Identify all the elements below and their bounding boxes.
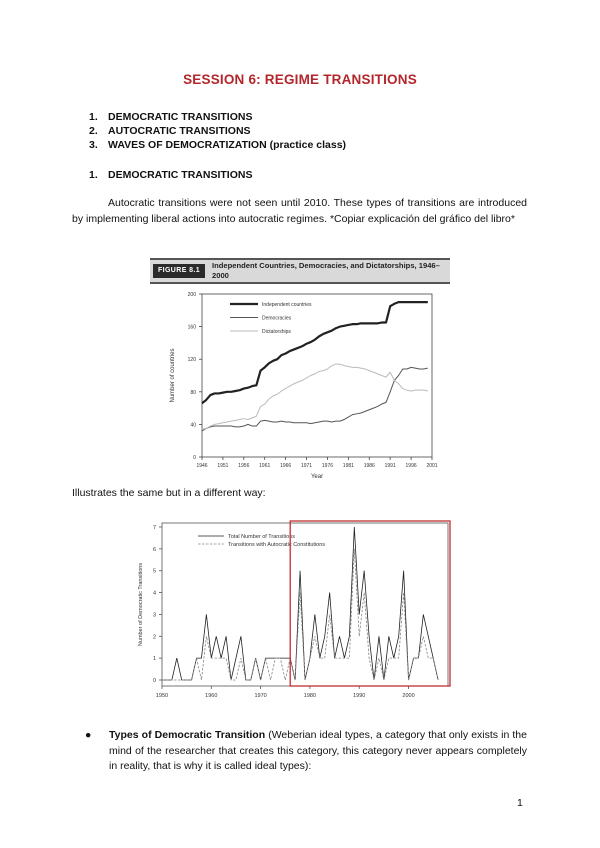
y-axis-label: Number of Democratic Transitions bbox=[138, 562, 144, 647]
y-tick-label: 3 bbox=[152, 612, 156, 619]
y-tick-label: 5 bbox=[152, 568, 156, 575]
y-tick-label: 0 bbox=[152, 678, 156, 684]
bullet-text bbox=[109, 728, 527, 775]
series-line bbox=[162, 527, 438, 680]
section-heading bbox=[89, 169, 252, 181]
toc-item-number: 2. bbox=[89, 125, 98, 137]
bullet-bold-term: Types of Democratic Transition bbox=[109, 729, 266, 741]
x-tick-label: 1976 bbox=[321, 463, 334, 469]
toc-item bbox=[89, 124, 346, 138]
y-tick-label: 160 bbox=[187, 324, 196, 331]
legend-label: Total Number of Transitions bbox=[228, 534, 295, 540]
x-tick-label: 1966 bbox=[280, 463, 292, 469]
legend-label: Transitions with Autocratic Constitutions bbox=[228, 542, 326, 548]
y-tick-label: 1 bbox=[152, 656, 156, 663]
series-line bbox=[202, 367, 428, 431]
countries-line-chart bbox=[150, 286, 450, 486]
x-tick-label: 1961 bbox=[259, 463, 271, 469]
toc-item bbox=[89, 110, 346, 124]
toc-item-label: WAVES OF DEMOCRATIZATION (practice class) bbox=[108, 139, 347, 151]
section-number: 1. bbox=[89, 169, 98, 181]
y-tick-label: 4 bbox=[152, 590, 156, 597]
page-title: SESSION 6: REGIME TRANSITIONS bbox=[183, 72, 417, 87]
legend-label: Democracies bbox=[262, 315, 292, 322]
section-title: DEMOCRATIC TRANSITIONS bbox=[108, 169, 253, 181]
bullet-dot: ● bbox=[85, 729, 92, 741]
y-tick-label: 200 bbox=[187, 292, 196, 298]
figure-header bbox=[150, 258, 450, 284]
illustrates-caption: Illustrates the same but in a different way: bbox=[72, 487, 266, 499]
toc-item-number: 3. bbox=[89, 139, 98, 151]
series-line bbox=[162, 549, 438, 680]
legend-label: Independent countries bbox=[262, 302, 312, 308]
toc-item-label: AUTOCRATIC TRANSITIONS bbox=[108, 125, 251, 137]
x-tick-label: 2000 bbox=[402, 693, 415, 699]
x-tick-label: 1981 bbox=[342, 463, 354, 469]
y-tick-label: 6 bbox=[152, 546, 156, 553]
y-tick-label: 120 bbox=[187, 357, 196, 364]
x-tick-label: 1951 bbox=[217, 463, 229, 469]
x-tick-label: 1956 bbox=[238, 463, 250, 469]
figure-label: FIGURE 8.1 bbox=[153, 264, 205, 278]
toc-item-number: 1. bbox=[89, 111, 98, 123]
transitions-line-chart bbox=[130, 515, 460, 711]
bullet-description: (Weberian ideal types, a category that only exists in the mind of the researcher that creates this category, this category never appears completely in reality, that is why it is called ideal types): bbox=[109, 729, 527, 772]
x-tick-label: 1970 bbox=[254, 693, 267, 699]
x-tick-label: 1980 bbox=[303, 693, 317, 699]
y-tick-label: 2 bbox=[152, 634, 156, 641]
plot-frame bbox=[202, 294, 432, 457]
x-tick-label: 1950 bbox=[155, 693, 169, 699]
x-tick-label: 2001 bbox=[426, 463, 438, 469]
y-tick-label: 0 bbox=[193, 455, 196, 461]
x-tick-label: 1996 bbox=[405, 463, 417, 469]
figure-8-1 bbox=[150, 258, 450, 488]
x-tick-label: 1971 bbox=[300, 463, 313, 469]
x-tick-label: 1946 bbox=[196, 463, 208, 469]
body-paragraph: Autocratic transitions were not seen until 2010. These types of transitions are introduced by implementing liberal actions into autocratic regimes. *Copiar explicación del gráfico del libro* bbox=[72, 197, 527, 225]
y-tick-label: 80 bbox=[190, 389, 196, 396]
toc-item-label: DEMOCRATIC TRANSITIONS bbox=[108, 111, 253, 123]
y-tick-label: 7 bbox=[152, 525, 156, 531]
toc-item bbox=[89, 138, 346, 152]
figure-title: Independent Countries, Democracies, and Dictatorships, 1946–2000 bbox=[212, 261, 440, 280]
series-line bbox=[202, 364, 428, 429]
x-tick-label: 1960 bbox=[205, 693, 218, 699]
x-tick-label: 1986 bbox=[363, 463, 375, 469]
y-axis-label: Number of countries bbox=[170, 348, 176, 403]
x-axis-label: Year bbox=[310, 474, 324, 480]
bullet-item bbox=[72, 728, 527, 775]
x-tick-label: 1991 bbox=[384, 463, 396, 469]
legend-label: Dictatorships bbox=[262, 329, 291, 335]
table-of-contents bbox=[89, 110, 346, 152]
y-tick-label: 40 bbox=[190, 422, 196, 429]
x-tick-label: 1990 bbox=[353, 693, 366, 699]
page-number: 1 bbox=[517, 797, 523, 809]
